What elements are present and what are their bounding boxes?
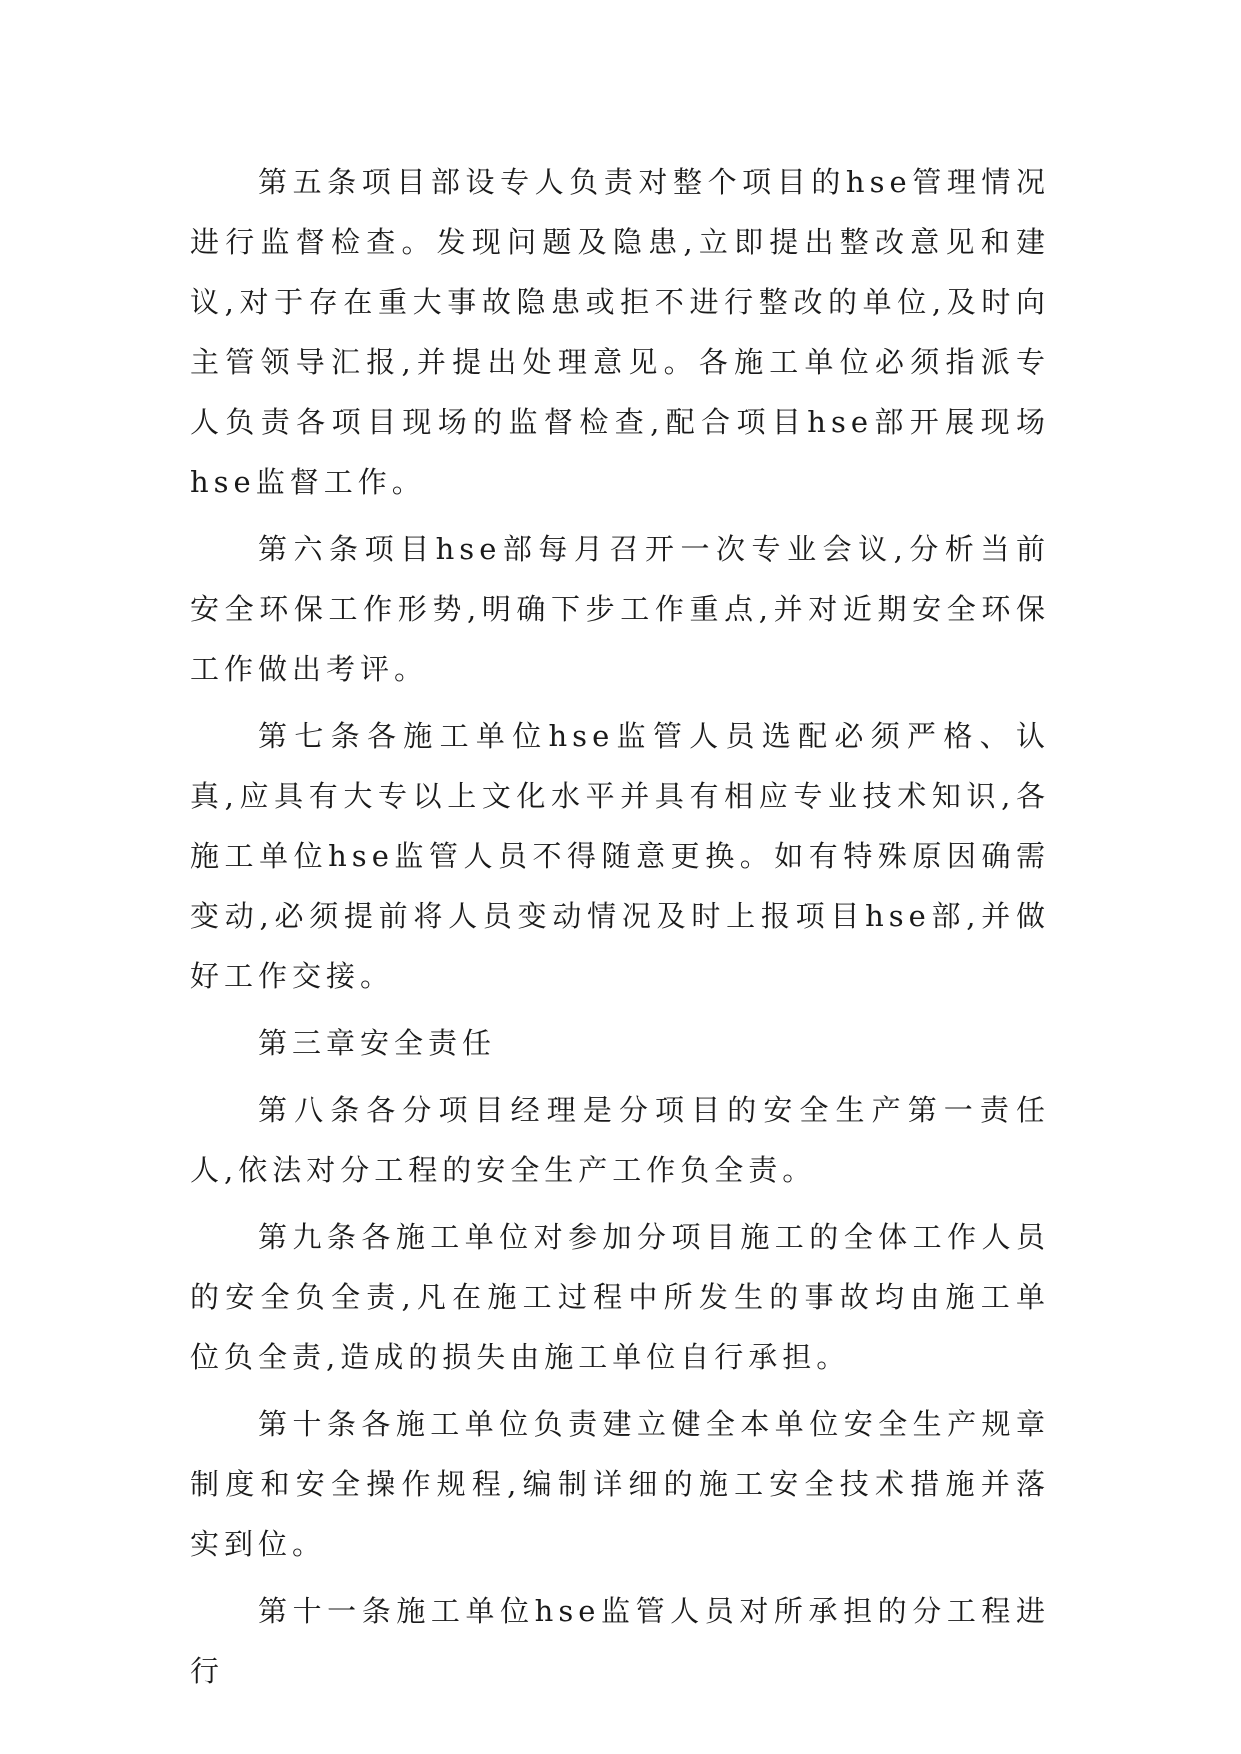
article-9-paragraph: 第九条各施工单位对参加分项目施工的全体工作人员的安全负全责,凡在施工过程中所发生的事故均由施工单位负全责,造成的损失由施工单位自行承担。 — [190, 1220, 1050, 1374]
article-8-paragraph: 第八条各分项目经理是分项目的安全生产第一责任人,依法对分工程的安全生产工作负全责。 — [190, 1093, 1050, 1187]
article-10-paragraph: 第十条各施工单位负责建立健全本单位安全生产规章制度和安全操作规程,编制详细的施工安全技术措施并落实到位。 — [190, 1407, 1050, 1561]
article-6-paragraph: 第六条项目hse部每月召开一次专业会议,分析当前安全环保工作形势,明确下步工作重点,并对近期安全环保工作做出考评。 — [190, 532, 1050, 686]
article-5-paragraph: 第五条项目部设专人负责对整个项目的hse管理情况进行监督检查。发现问题及隐患,立即提出整改意见和建议,对于存在重大事故隐患或拒不进行整改的单位,及时向主管领导汇报,并提出处理意见。各施工单位必须指派专人负责各项目现场的监督检查,配合项目hse部开展现场hse监督工作。 — [190, 165, 1050, 499]
article-11-paragraph: 第十一条施工单位hse监管人员对所承担的分工程进行 — [190, 1594, 1050, 1688]
article-7-paragraph: 第七条各施工单位hse监管人员选配必须严格、认真,应具有大专以上文化水平并具有相应专业技术知识,各施工单位hse监管人员不得随意更换。如有特殊原因确需变动,必须提前将人员变动情况及时上报项目hse部,并做好工作交接。 — [190, 719, 1050, 993]
chapter-3-heading: 第三章安全责任 — [258, 1026, 497, 1060]
document-page — [190, 152, 1050, 1708]
